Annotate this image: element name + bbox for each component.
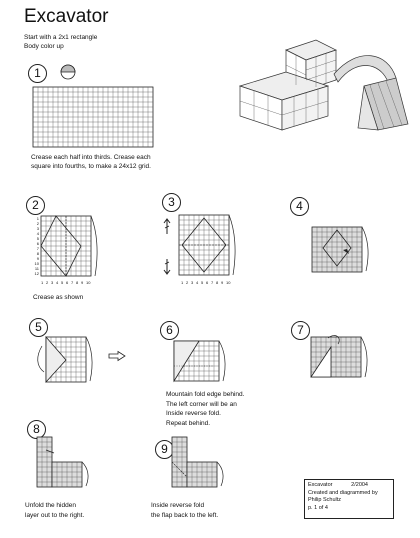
- paper-edge: [217, 462, 223, 486]
- step-7-diagram: [310, 336, 372, 384]
- column-label: 8: [216, 280, 219, 285]
- step-2-number: 2: [26, 196, 45, 215]
- column-label: 9: [81, 280, 84, 285]
- step-2-crease-diagram: [40, 215, 102, 279]
- row-label: 9: [36, 256, 39, 261]
- step-6-number: 6: [160, 321, 179, 340]
- step-4-diagram: [311, 226, 373, 274]
- column-label: 3: [191, 280, 194, 285]
- step-5-number: 5: [29, 318, 48, 337]
- step-2-caption: Crease as shown: [33, 294, 84, 301]
- column-label: 4: [56, 280, 59, 285]
- fold-arrow-icon: [38, 346, 44, 372]
- intro-line-1: Start with a 2x1 rectangle: [24, 34, 98, 41]
- paper-edge: [86, 337, 92, 381]
- row-label: 8: [36, 251, 39, 256]
- intro-line-2: Body color up: [24, 43, 64, 50]
- grid-lines: [37, 437, 52, 487]
- step-5-diagram: [38, 336, 98, 386]
- column-label: 9: [221, 280, 224, 285]
- column-label: 7: [71, 280, 74, 285]
- step-1-caption-line-2: square into fourths, to make a 24x12 grid.: [31, 163, 151, 170]
- paper-edge: [362, 227, 368, 271]
- step-8-diagram: [36, 436, 98, 492]
- column-label: 3: [51, 280, 54, 285]
- column-label: 1: [181, 280, 184, 285]
- step-6-diagram: [173, 340, 233, 386]
- column-label: 10: [86, 280, 91, 285]
- grid-lines: [52, 462, 82, 487]
- step-6-caption-line-2: The left corner will be an: [166, 400, 237, 408]
- column-label: 2: [186, 280, 189, 285]
- step-3-number: 3: [162, 193, 181, 212]
- step-6-caption-line-1: Mountain fold edge behind.: [166, 391, 245, 398]
- row-label: 4: [36, 231, 39, 236]
- next-step-arrow-icon: [108, 351, 126, 361]
- grid-lines: [187, 462, 217, 487]
- paper-edge: [91, 216, 97, 276]
- column-label: 8: [76, 280, 79, 285]
- step-9-number: 9: [155, 440, 174, 459]
- column-label: 5: [61, 280, 64, 285]
- step-4-number: 4: [290, 197, 309, 216]
- paper-edge: [361, 337, 367, 377]
- row-label: 2: [36, 221, 39, 226]
- column-label: 4: [196, 280, 199, 285]
- row-label: 7: [36, 246, 39, 251]
- step-6-caption-line-4: Repeat behind.: [166, 419, 211, 427]
- info-page: p. 1 of 4: [308, 504, 328, 511]
- column-label: 10: [226, 280, 231, 285]
- half-colored-circle-icon: [60, 64, 76, 80]
- grid-lines: [172, 437, 187, 487]
- row-label: 6: [36, 241, 39, 246]
- info-date: 2/2004: [351, 482, 368, 488]
- diagram-info-box: [304, 479, 394, 519]
- info-author: Philip Schultz: [308, 497, 342, 503]
- step-6-caption-line-3: Inside reverse fold.: [166, 410, 221, 417]
- grid-lines: [312, 227, 362, 272]
- step-9-caption-line-1: Inside reverse fold: [151, 502, 205, 509]
- step-1-caption-line-1: Crease each half into thirds. Crease each: [31, 154, 151, 161]
- step-1-grid-24x12: [32, 86, 154, 148]
- row-label: 3: [36, 226, 39, 231]
- column-label: 1: [41, 280, 44, 285]
- column-label: 6: [206, 280, 209, 285]
- row-label: 5: [36, 236, 39, 241]
- paper-edge: [229, 215, 235, 275]
- row-label: 12: [34, 271, 39, 276]
- column-label: 2: [46, 280, 49, 285]
- column-label: 6: [66, 280, 69, 285]
- step-8-number: 8: [27, 420, 46, 439]
- row-label: 10: [34, 261, 39, 266]
- fold-arrow-up-icon: [163, 218, 171, 236]
- page-title: Excavator: [24, 6, 109, 27]
- paper-edge: [219, 341, 225, 381]
- step-9-diagram: [171, 436, 233, 492]
- step-8-caption-line-1: Unfold the hidden: [25, 502, 76, 509]
- fold-arrow-down-icon: [163, 258, 171, 276]
- info-credit: Created and diagrammed by: [308, 489, 378, 496]
- step-3-crease-diagram: [178, 214, 238, 280]
- excavator-model-illustration: [238, 38, 410, 138]
- paper-edge: [82, 462, 88, 486]
- grid-lines: [33, 87, 153, 147]
- row-label: 1: [36, 216, 39, 221]
- step-1-number: 1: [28, 64, 47, 83]
- step-7-number: 7: [291, 321, 310, 340]
- step-8-caption-line-2: layer out to the right.: [25, 511, 85, 519]
- row-label: 11: [34, 266, 39, 271]
- step-9-caption-line-2: the flap back to the left.: [151, 511, 219, 519]
- column-label: 7: [211, 280, 214, 285]
- column-label: 5: [201, 280, 204, 285]
- info-model-name: Excavator: [308, 482, 333, 488]
